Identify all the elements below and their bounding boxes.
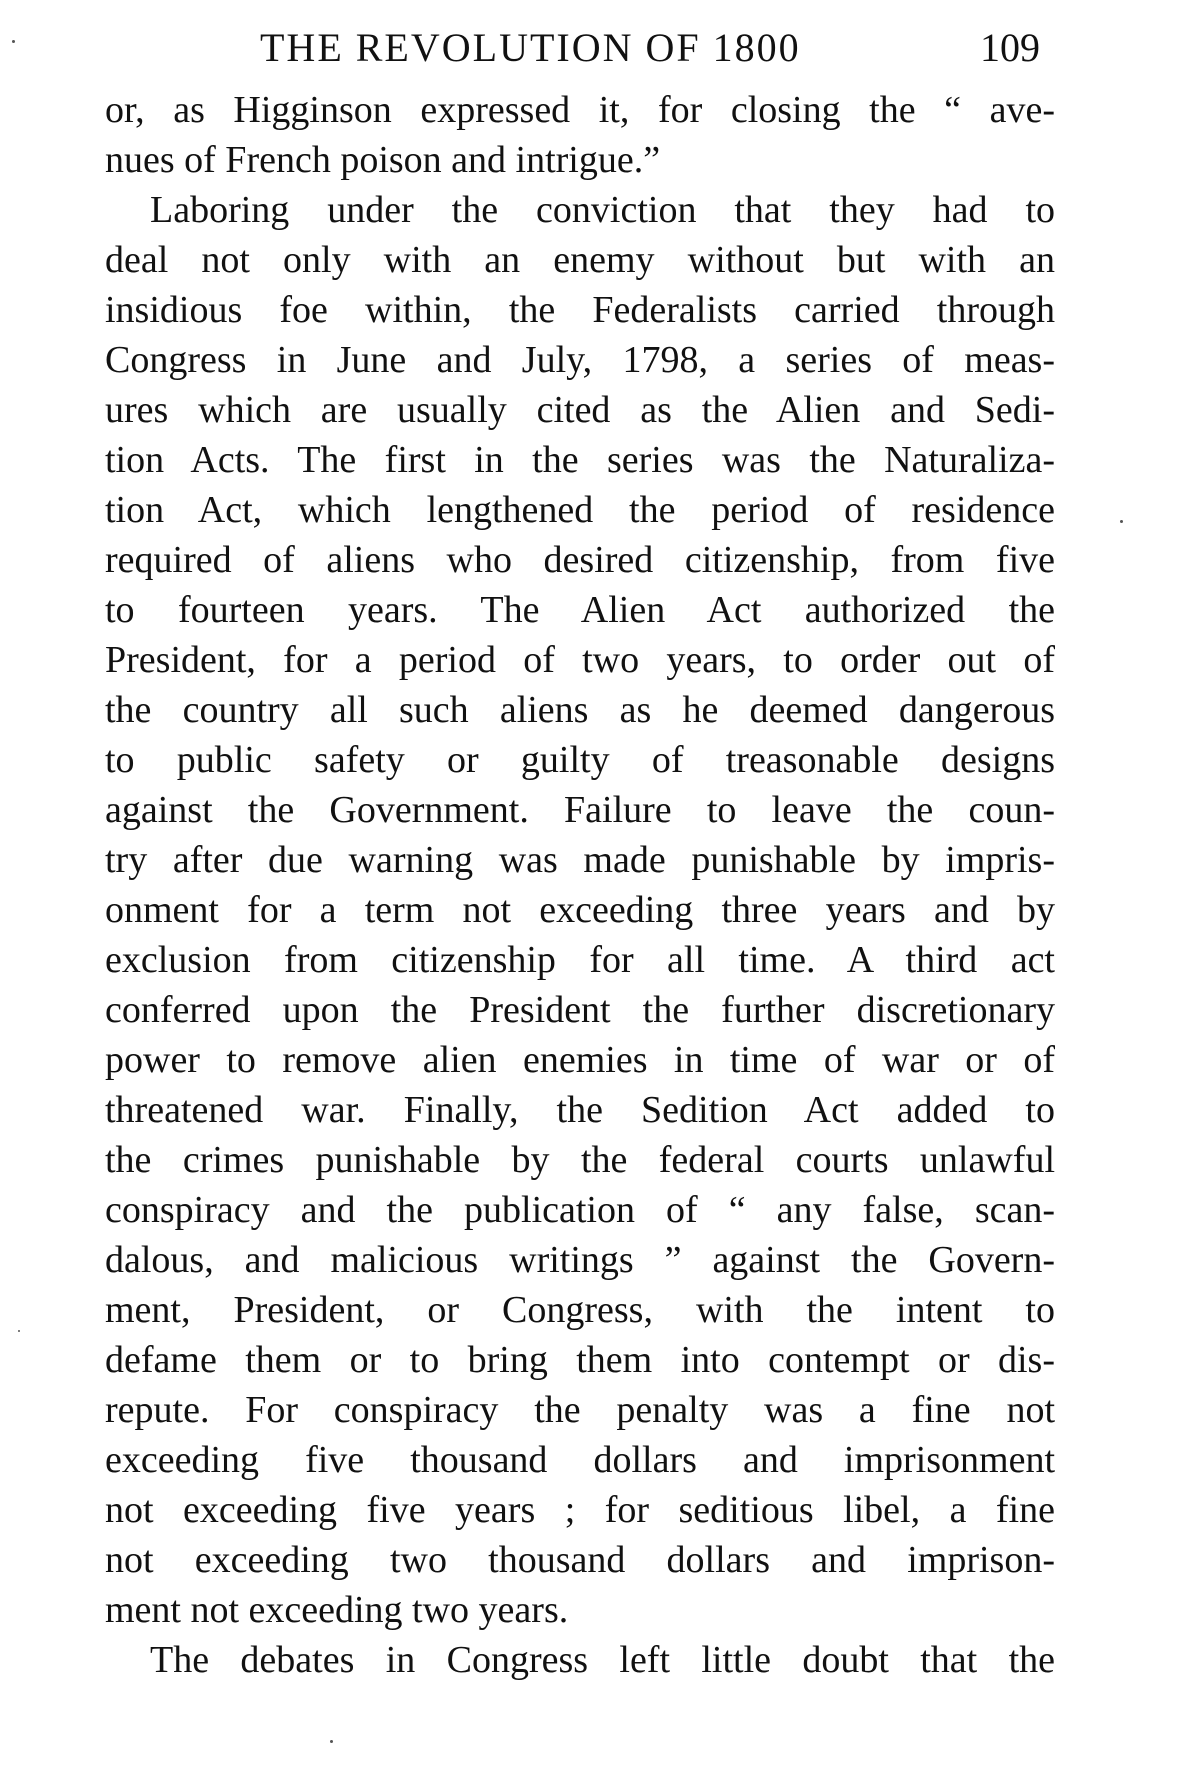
text-line: the country all such aliens as he deemed dangerous <box>105 689 1055 731</box>
text-line: against the Government. Failure to leave the coun- <box>105 789 1055 831</box>
text-line: deal not only with an enemy without but with an <box>105 239 1055 281</box>
text-line: onment for a term not exceeding three years and by <box>105 889 1055 931</box>
text-line: tion Acts. The first in the series was the Naturaliza- <box>105 439 1055 481</box>
text-line: threatened war. Finally, the Sedition Act added to <box>105 1089 1055 1131</box>
text-line: power to remove alien enemies in time of war or of <box>105 1039 1055 1081</box>
text-line: President, for a period of two years, to order out of <box>105 639 1055 681</box>
text-line: exclusion from citizenship for all time. A third act <box>105 939 1055 981</box>
running-title: THE REVOLUTION OF 1800 <box>260 25 801 70</box>
running-head <box>100 20 1060 76</box>
text-line: or, as Higginson expressed it, for closing the “ ave- <box>105 89 1055 131</box>
text-line: to public safety or guilty of treasonable designs <box>105 739 1055 781</box>
text-line: required of aliens who desired citizenship, from five <box>105 539 1055 581</box>
text-line: conferred upon the President the further discretionary <box>105 989 1055 1031</box>
text-line: the crimes punishable by the federal courts unlawful <box>105 1139 1055 1181</box>
text-line: try after due warning was made punishable by impris- <box>105 839 1055 881</box>
text-line: to fourteen years. The Alien Act authorized the <box>105 589 1055 631</box>
text-line: ment not exceeding two years. <box>105 1589 569 1631</box>
text-line: nues of French poison and intrigue.” <box>105 139 661 181</box>
text-line: ment, President, or Congress, with the intent to <box>105 1289 1055 1331</box>
print-speck <box>1120 520 1123 523</box>
text-line: dalous, and malicious writings ” against the Govern- <box>105 1239 1055 1281</box>
print-speck <box>330 1740 333 1743</box>
text-line: Laboring under the conviction that they had to <box>150 189 1055 231</box>
text-line: ures which are usually cited as the Alien and Sedi- <box>105 389 1055 431</box>
text-line: conspiracy and the publication of “ any false, scan- <box>105 1189 1055 1231</box>
print-speck <box>12 40 15 43</box>
text-line: exceeding five thousand dollars and imprisonment <box>105 1439 1055 1481</box>
page-number: 109 <box>980 25 1040 70</box>
text-line: not exceeding five years ; for seditious libel, a fine <box>105 1489 1055 1531</box>
text-line: insidious foe within, the Federalists carried through <box>105 289 1055 331</box>
text-line: Congress in June and July, 1798, a series of meas- <box>105 339 1055 381</box>
text-line: tion Act, which lengthened the period of residence <box>105 489 1055 531</box>
text-line: The debates in Congress left little doubt that the <box>150 1639 1055 1681</box>
text-line: defame them or to bring them into contempt or dis- <box>105 1339 1055 1381</box>
print-speck <box>18 1330 20 1332</box>
text-line: not exceeding two thousand dollars and imprison- <box>105 1539 1055 1581</box>
body-text <box>105 85 1055 1685</box>
text-line: repute. For conspiracy the penalty was a fine not <box>105 1389 1055 1431</box>
